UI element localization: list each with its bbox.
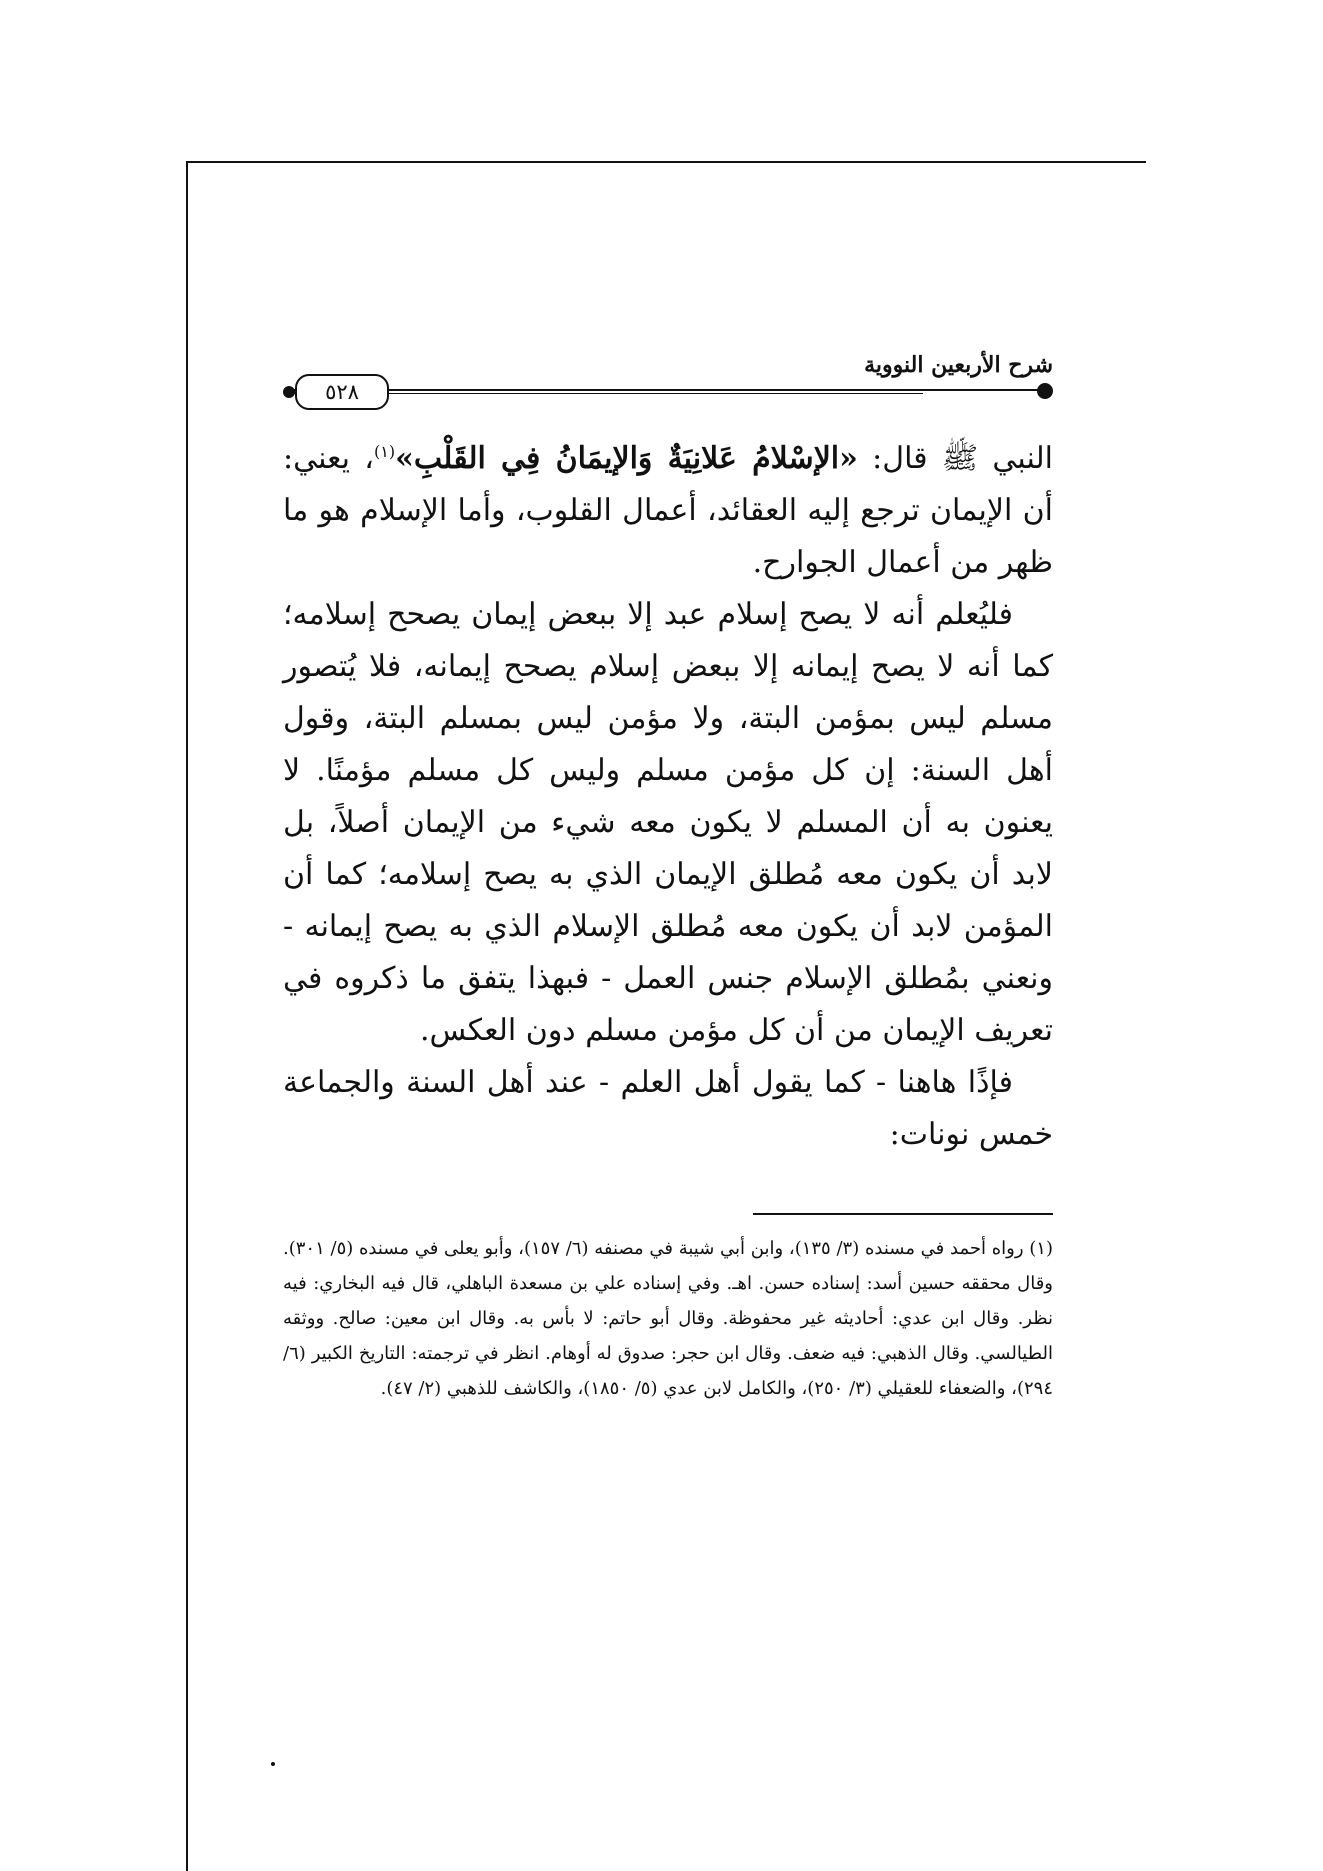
header-rule — [293, 389, 1045, 391]
hadith-quote: «الإسْلامُ عَلانِيَةٌ وَالإيمَانُ فِي القَلْبِ» — [395, 441, 858, 476]
footnote-separator — [753, 1213, 1053, 1215]
scan-frame-top — [186, 161, 1146, 163]
footnote: (١) رواه أحمد في مسنده (٣/ ١٣٥)، وابن أبي شيبة في مصنفه (٦/ ١٥٧)، وأبو يعلى في مسنده (٥/ ٣٠١). وقال محققه حسين أسد: إسناده حسن. اهـ. وفي إسناده علي بن مسعدة الباهلي، قال فيه البخاري: فيه نظر. وقال ابن عدي: أحاديثه غير محفوظة. وقال أبو حاتم: لا بأس به. وقال ابن معين: صالح. ووثقه الطيالسي. وقال الذهبي: فيه ضعف. وقال ابن حجر: صدوق له أوهام. انظر في ترجمته: التاريخ الكبير (٦/ ٢٩٤)، والضعفاء للعقيلي (٣/ ٢٥٠)، والكامل لابن عدي (٥/ ١٨٥٠)، والكاشف للذهبي (٢/ ٤٧). — [283, 1238, 1053, 1399]
paragraph: فإذًا هاهنا - كما يقول أهل العلم - عند أهل السنة والجماعة خمس نونات: — [283, 1065, 1053, 1152]
header-ornament-dot — [1037, 383, 1053, 399]
scan-frame-left — [186, 161, 188, 1871]
main-text — [283, 426, 1053, 1161]
book-page — [283, 340, 1053, 1406]
text-run: ، يعني: أن الإيمان ترجع إليه العقائد، أعمال القلوب، وأما الإسلام هو ما ظهر من أعمال الجوارح. — [283, 441, 1053, 580]
paragraph: فليُعلم أنه لا يصح إسلام عبد إلا ببعض إيمان يصحح إسلامه؛ كما أنه لا يصح إيمانه إلا ببعض إسلام يصحح إيمانه، فلا يُتصور مسلم ليس بمؤمن البتة، ولا مؤمن ليس بمسلم البتة، وقول أهل السنة: إن كل مؤمن مسلم وليس كل مسلم مؤمنًا. لا يعنون به أن المسلم لا يكون معه شيء من الإيمان أصلاً، بل لابد أن يكون معه مُطلق الإيمان الذي به يصح إسلامه؛ كما أن المؤمن لابد أن يكون معه مُطلق الإسلام الذي به يصح إيمانه - ونعني بمُطلق الإسلام جنس العمل - فبهذا يتفق ما ذكروه في تعريف الإيمان من أن كل مؤمن مسلم دون العكس. — [283, 597, 1054, 1048]
header-ornament-dot — [283, 386, 295, 398]
page-number: ٥٢٨ — [295, 374, 389, 410]
text-run: النبي ﷺ قال: — [857, 441, 1053, 476]
footnotes — [283, 1231, 1053, 1406]
paragraph — [283, 426, 1053, 589]
scan-speck — [271, 1762, 275, 1766]
running-header — [283, 340, 1053, 422]
running-title: شرح الأربعين النووية — [864, 352, 1053, 378]
footnote-reference: (١) — [373, 442, 396, 461]
